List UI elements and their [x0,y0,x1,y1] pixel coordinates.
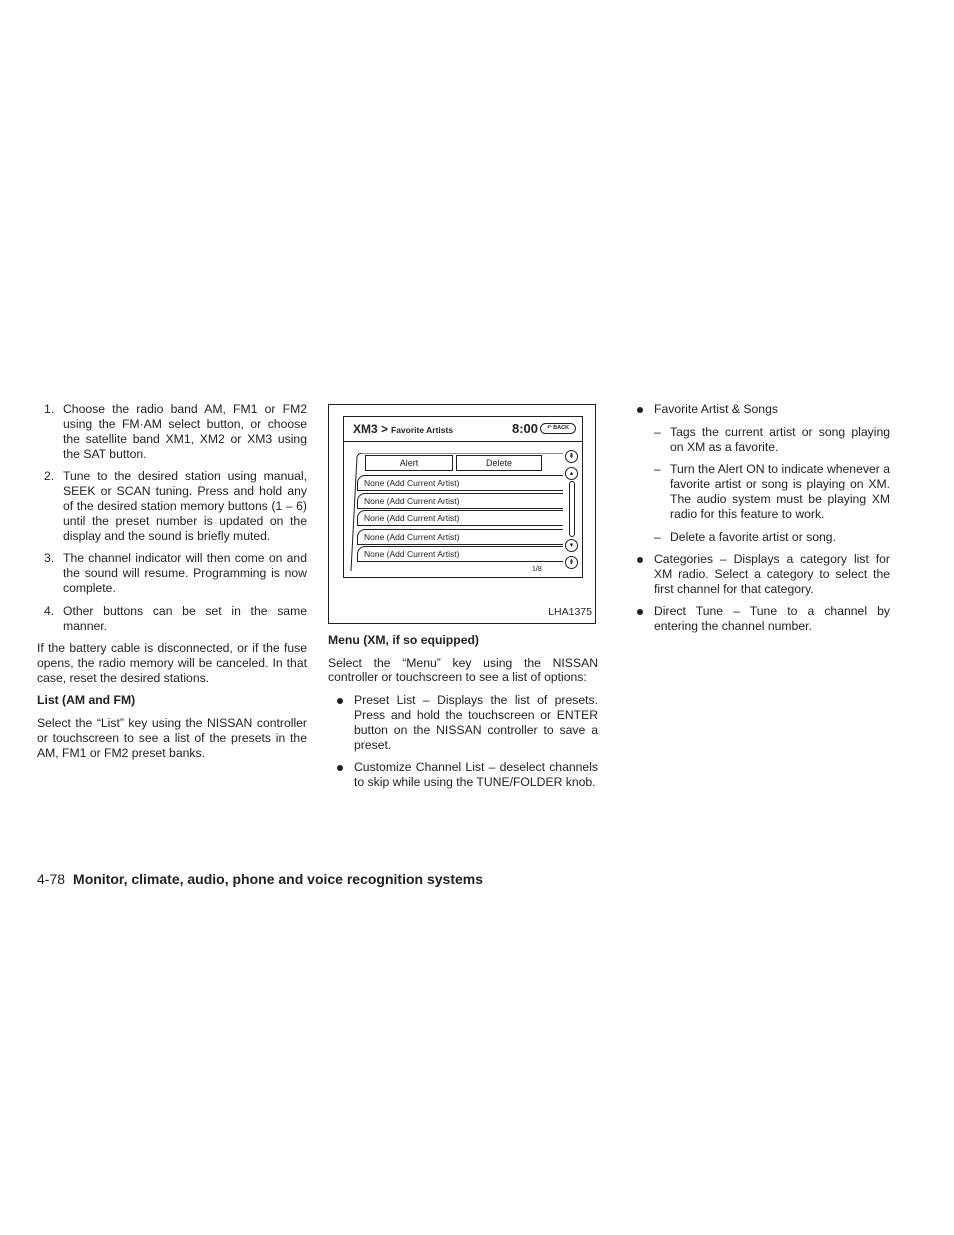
step-text: Other buttons can be set in the same manner. [63,603,307,633]
menu-options [328,693,598,790]
artist-row: None (Add Current Artist) [357,475,563,491]
band-label: XM3 > [353,422,389,436]
bullet-icon [337,765,343,771]
sub-item [654,530,890,545]
bullet-text: Categories – Displays a category list for XM radio. Select a category to select the first channel for that category. [654,552,890,596]
page-footer [37,872,483,887]
section-title: Monitor, climate, audio, phone and voice recognition systems [73,871,483,887]
bullet-icon [637,407,643,413]
sub-text: Turn the Alert ON to indicate whenever a favorite artist or song is playing on XM. The audio system must be playing XM radio for this feature to work. [670,462,890,522]
bullet-icon [637,609,643,615]
column-middle [328,402,598,798]
step-text: Tune to the desired station using manual, SEEK or SCAN tuning. Press and hold any of the desired station memory buttons (1 – 6) until the preset number is updated on the display and the sound is briefly muted. [63,469,307,543]
step-item [37,402,307,462]
figure-code: LHA1375 [548,606,592,619]
list-item [628,402,890,544]
step-number: 1. [44,402,55,416]
list-paragraph: Select the “List” key using the NISSAN controller or touchscreen to see a list of the presets in the AM, FM1 or FM2 preset banks. [37,715,307,760]
artist-row: None (Add Current Artist) [357,510,563,526]
menu-heading: Menu (XM, if so equipped) [328,633,479,647]
screen-title: Favorite Artists [391,425,454,435]
page-number: 4-78 [37,871,66,887]
favorite-sub-list [654,425,890,545]
back-button: ↶ BACK [540,423,576,434]
programming-steps [37,402,307,633]
step-item [37,469,307,544]
scroll-track [569,481,575,537]
list-item [628,604,890,634]
dash-icon: – [654,462,661,477]
battery-paragraph: If the battery cable is disconnected, or if the fuse opens, the radio memory will be canceled. In that case, reset the desired stations. [37,641,307,685]
bullet-text: Customize Channel List – deselect channels to skip while using the TUNE/FOLDER knob. [354,760,598,790]
scroll-bottom-icon: ⇟ [565,556,578,569]
bullet-text: Preset List – Displays the list of presets. Press and hold the touchscreen or ENTER button on the NISSAN controller to save a preset. [354,692,598,752]
bullet-icon [637,557,643,563]
sub-item [654,425,890,455]
list-item [628,552,890,597]
list-heading: List (AM and FM) [37,693,136,708]
list-item [328,760,598,790]
dash-icon: – [654,529,661,544]
step-number: 4. [44,603,55,618]
step-item [37,551,307,596]
menu-paragraph: Select the “Menu” key using the NISSAN controller or touchscreen to see a list of options: [328,655,598,685]
clock: 8:00 [512,421,539,436]
sub-text: Tags the current artist or song playing on XM as a favorite. [670,424,890,454]
artist-row: None (Add Current Artist) [357,546,563,562]
header-divider [344,441,582,442]
artist-row: None (Add Current Artist) [357,529,563,545]
step-text: The channel indicator will then come on and the sound will resume. Programming is now complete. [63,551,307,596]
step-number: 2. [44,469,55,484]
scroll-up-icon: ▴ [565,467,578,480]
artist-row: None (Add Current Artist) [357,493,563,509]
bullet-text: Direct Tune – Tune to a channel by entering the channel number. [654,604,890,634]
xm-options [628,402,890,634]
column-left [37,402,307,768]
step-text: Choose the radio band AM, FM1 or FM2 using the FM·AM select button, or choose the satellite band XM1, XM2 or XM3 using the SAT button. [63,402,307,461]
delete-button: Delete [456,455,542,471]
step-number: 3. [44,551,55,566]
list-item [328,693,598,753]
scroll-top-icon: ⇞ [565,450,578,463]
bullet-text: Favorite Artist & Songs [654,402,778,416]
alert-button: Alert [365,455,453,471]
display-screen [343,416,583,578]
scroll-down-icon: ▾ [565,539,578,552]
figure-favorite-artists [328,404,596,624]
dash-icon: – [654,424,661,439]
sub-item [654,462,890,522]
page-indicator: 1/8 [532,566,542,573]
sub-text: Delete a favorite artist or song. [670,529,836,544]
bullet-icon [337,698,343,704]
column-right [628,402,890,642]
step-item [37,604,307,634]
header-band [353,422,453,438]
back-label: BACK [553,425,570,431]
